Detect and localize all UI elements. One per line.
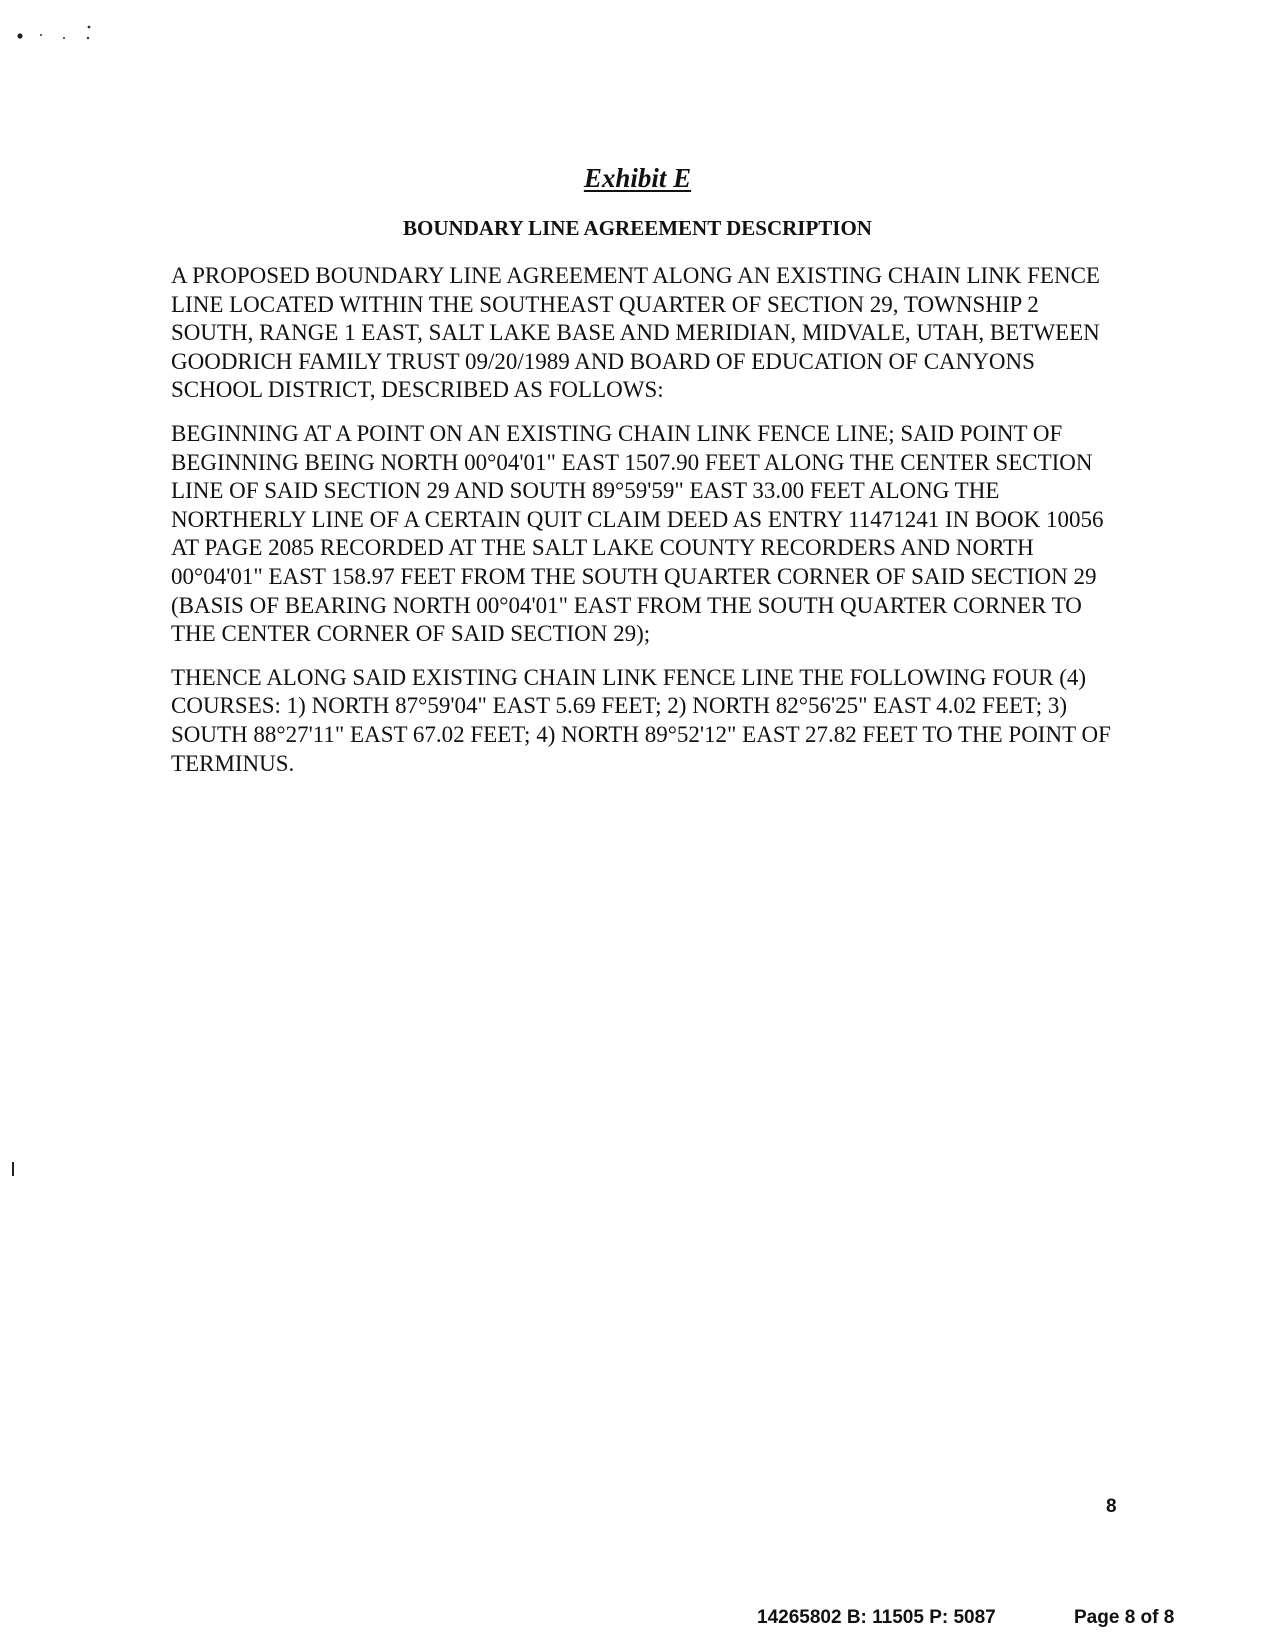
- page-of-total: Page 8 of 8: [1074, 1607, 1175, 1628]
- legal-description: [171, 262, 1121, 793]
- scan-specks: [14, 22, 104, 46]
- margin-mark: [12, 1162, 14, 1176]
- page-number: 8: [1106, 1496, 1117, 1517]
- paragraph-beginning: BEGINNING AT A POINT ON AN EXISTING CHAIN LINK FENCE LINE; SAID POINT OF BEGINNING BEING NORTH 00°04'01" EAST 1507.90 FEET ALONG THE CENTER SECTION LINE OF SAID SECTION 29 AND SOUTH 89°59'59" EAST 33.00 FEET ALONG THE NORTHERLY LINE OF A CERTAIN QUIT CLAIM DEED AS ENTRY 11471241 IN BOOK 10056 AT PAGE 2085 RECORDED AT THE SALT LAKE COUNTY RECORDERS AND NORTH 00°04'01" EAST 158.97 FEET FROM THE SOUTH QUARTER CORNER OF SAID SECTION 29 (BASIS OF BEARING NORTH 00°04'01" EAST FROM THE SOUTH QUARTER CORNER TO THE CENTER CORNER OF SAID SECTION 29);: [171, 420, 1104, 647]
- document-heading: BOUNDARY LINE AGREEMENT DESCRIPTION: [403, 216, 872, 240]
- paragraph-courses: THENCE ALONG SAID EXISTING CHAIN LINK FENCE LINE THE FOLLOWING FOUR (4) COURSES: 1) NORTH 87°59'04" EAST 5.69 FEET; 2) NORTH 82°56'25" EAST 4.02 FEET; 3) SOUTH 88°27'11" EAST 67.02 FEET; 4) NORTH 89°52'12" EAST 27.82 FEET TO THE POINT OF TERMINUS.: [171, 664, 1111, 776]
- paragraph-intro: A PROPOSED BOUNDARY LINE AGREEMENT ALONG AN EXISTING CHAIN LINK FENCE LINE LOCATED WITHIN THE SOUTHEAST QUARTER OF SECTION 29, TOWNSHIP 2 SOUTH, RANGE 1 EAST, SALT LAKE BASE AND MERIDIAN, MIDVALE, UTAH, BETWEEN GOODRICH FAMILY TRUST 09/20/1989 AND BOARD OF EDUCATION OF CANYONS SCHOOL DISTRICT, DESCRIBED AS FOLLOWS:: [171, 263, 1100, 403]
- recording-info: 14265802 B: 11505 P: 5087: [757, 1607, 996, 1628]
- exhibit-title: Exhibit E: [583, 163, 692, 193]
